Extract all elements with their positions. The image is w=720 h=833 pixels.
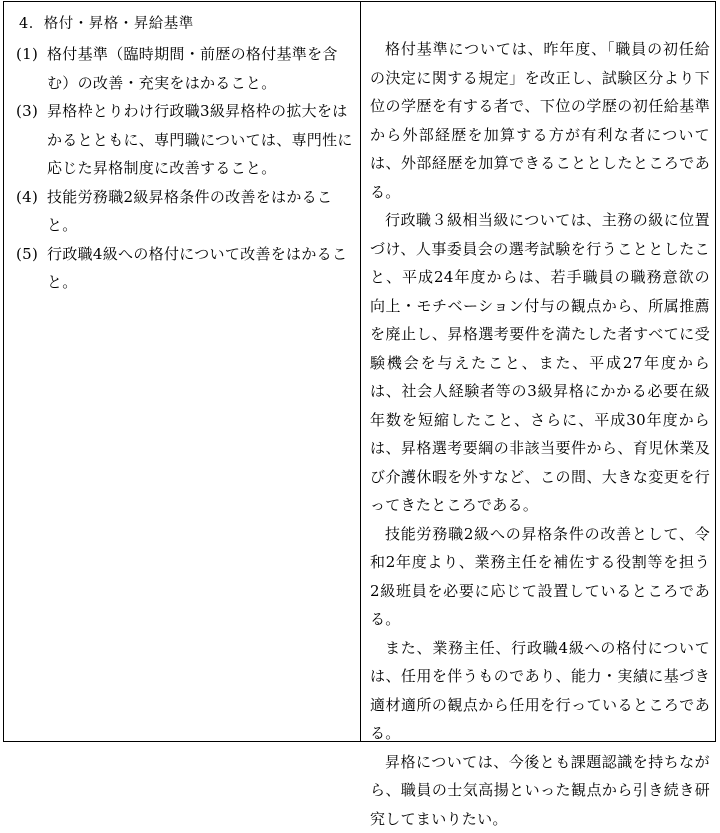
response-paragraph-1: 格付基準については、昨年度、「職員の初任給の決定に関する規定」を改正し、試験区分より下位の学歴を有する者で、下位の学歴の初任給基準から外部経歴を加算する方が有利な者については、外部経歴を加算できることとしたところである。 (370, 35, 710, 206)
response-paragraph-3: 技能労務職2級への昇格条件の改善として、令和2年度より、業務主任を補佐する役割等を担う2級班員を必要に応じて設置しているところである。 (370, 520, 710, 634)
request-item-4 (16, 183, 356, 240)
response-paragraph-2: 行政職３級相当級については、主務の級に位置づけ、人事委員会の選考試験を行うこととしたこと、平成24年度からは、若手職員の職務意欲の向上・モチベーション付与の観点から、所属推薦を廃止し、昇格選考要件を満たした者すべてに受験機会を与えたこと、また、平成27年度からは、社会人経験者等の3級昇格にかかる必要在級年数を短縮したこと、さらに、平成30年度からは、昇格選考要綱の非該当要件から、育児休業及び介護休暇を外すなど、この間、大きな変更を行ってきたところである。 (370, 206, 710, 520)
response-paragraph-4: また、業務主任、行政職4級への格付については、任用を伴うものであり、能力・実績に基づき適材適所の観点から任用を行っているところである。 (370, 634, 710, 748)
request-item-1 (16, 40, 356, 97)
request-item-3 (16, 97, 356, 183)
response-paragraph-5: 昇格については、今後とも課題認識を持ちながら、職員の士気高揚といった観点から引き続き研究してまいりたい。 (370, 748, 710, 833)
request-column (4, 2, 361, 741)
request-number: (1) (16, 40, 47, 97)
request-text: 行政職4級への格付について改善をはかること。 (47, 240, 356, 297)
request-text: 格付基準（臨時期間・前歴の格付基準を含む）の改善・充実をはかること。 (47, 40, 356, 97)
request-number: (4) (16, 183, 47, 240)
request-text: 技能労務職2級昇格条件の改善をはかること。 (47, 183, 356, 240)
request-response-table (3, 1, 716, 742)
response-body (370, 35, 710, 833)
response-column (361, 2, 715, 741)
request-list (16, 40, 356, 297)
request-item-5 (16, 240, 356, 297)
request-number: (3) (16, 97, 47, 183)
request-number: (5) (16, 240, 47, 297)
section-heading: 4．格付・昇格・昇給基準 (19, 12, 194, 33)
request-text: 昇格枠とりわけ行政職3級昇格枠の拡大をはかるとともに、専門職については、専門性に応じた昇格制度に改善すること。 (47, 97, 356, 183)
